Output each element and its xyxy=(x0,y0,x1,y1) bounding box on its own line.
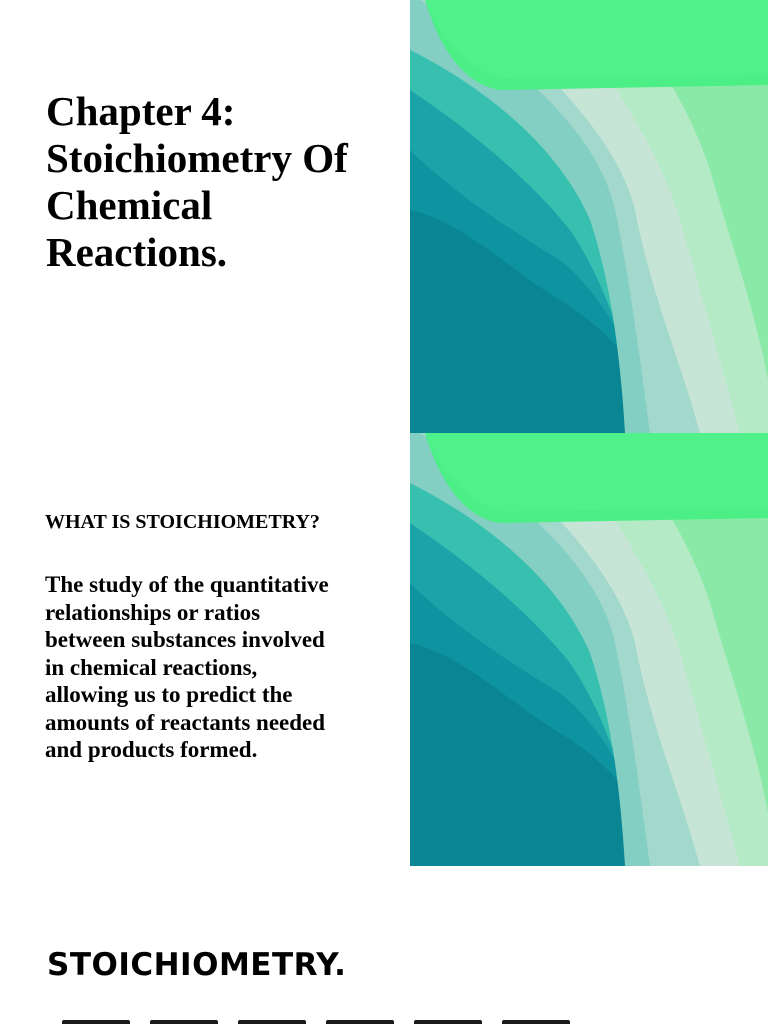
stoichiometry-heading: STOICHIOMETRY. xyxy=(47,947,347,983)
section-heading: WHAT IS STOICHIOMETRY? xyxy=(45,511,320,533)
slide-3 xyxy=(0,866,768,1024)
wave-art-image xyxy=(410,433,768,866)
chapter-title: Chapter 4: Stoichiometry Of Chemical Reactions. xyxy=(46,88,348,275)
slide-2 xyxy=(0,433,768,866)
wave-art-image xyxy=(410,0,768,433)
cut-off-text-line xyxy=(62,1016,662,1024)
slide-1 xyxy=(0,0,768,433)
definition-text: The study of the quantitative relationships or ratios between substances involved in chemical reactions, allowing us to predict the amounts of reactants needed and products formed. xyxy=(45,572,329,762)
